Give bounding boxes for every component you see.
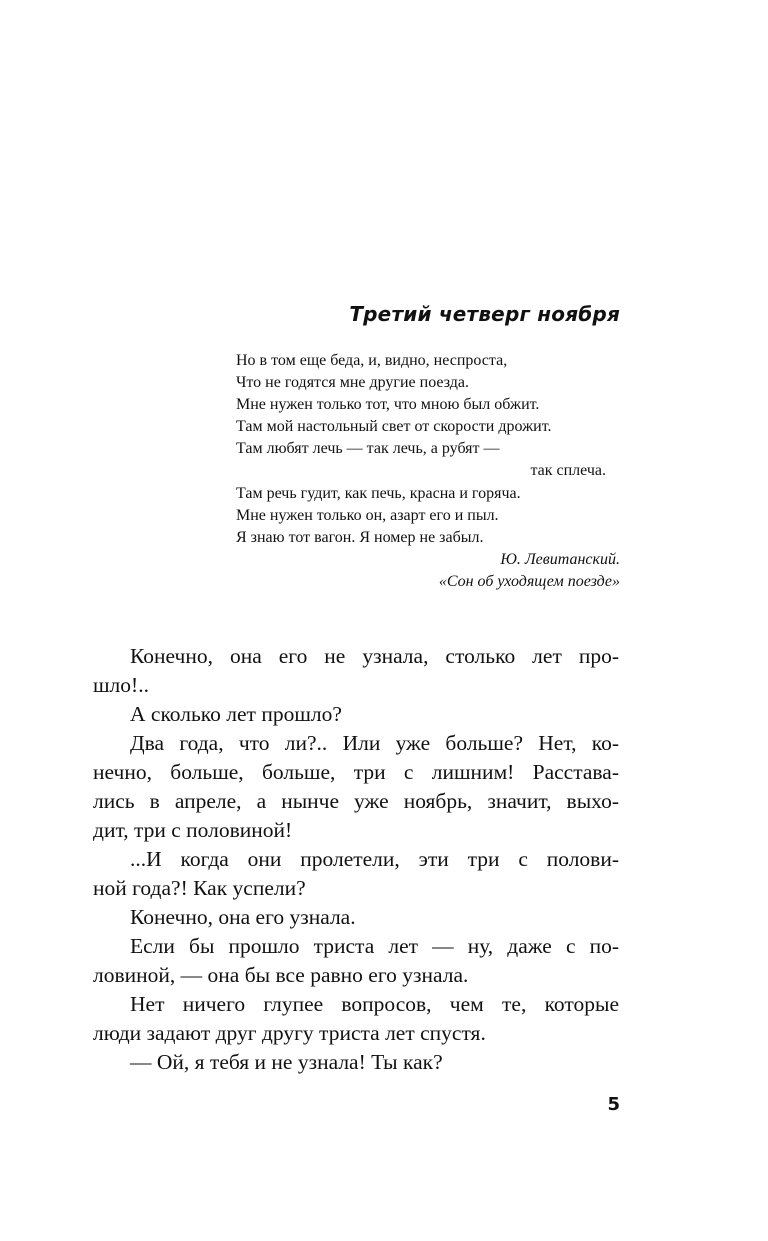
text-line: Нет ничего глупее вопросов, чем те, которые [130, 992, 619, 1016]
text-line: Два года, что ли?.. Или уже больше? Нет, ко- [130, 731, 619, 755]
text-line: Конечно, она его не узнала, столько лет про- [130, 644, 619, 668]
epigraph-line: Что не годятся мне другие поезда. [236, 374, 469, 392]
text-line: ной года?! Как успели? [93, 876, 306, 900]
epigraph-line: Там любят лечь — так лечь, а рубят — [236, 440, 500, 458]
text-line: люди задают друг другу триста лет спустя. [93, 1021, 486, 1045]
text-line: ...И когда они пролетели, эти три с полови- [130, 847, 619, 871]
epigraph-line-continued: так сплеча. [530, 462, 606, 480]
text-line: лись в апреле, а нынче уже ноябрь, значит, выхо- [93, 789, 619, 813]
epigraph [236, 350, 620, 593]
text-line: дит, три с половиной! [93, 818, 293, 842]
epigraph-line: Я знаю тот вагон. Я номер не забыл. [236, 528, 484, 546]
text-line: Конечно, она его узнала. [130, 905, 356, 929]
chapter-title: Третий четверг ноября [349, 302, 620, 326]
text-line: нечно, больше, больше, три с лишним! Расстава- [93, 760, 619, 784]
epigraph-source: «Сон об уходящем поезде» [438, 572, 620, 590]
epigraph-line: Но в том еще беда, и, видно, неспроста, [236, 352, 508, 369]
epigraph-line: Мне нужен только тот, что мною был обжит. [236, 396, 540, 414]
epigraph-line: Там мой настольный свет от скорости дрожит. [236, 418, 552, 436]
epigraph-line: Там речь гудит, как печь, красна и горяча. [236, 484, 521, 502]
body-text [93, 642, 619, 1077]
text-line: — Ой, я тебя и не узнала! Ты как? [130, 1050, 443, 1074]
text-line: шло!.. [93, 673, 149, 697]
text-line: А сколько лет прошло? [130, 702, 342, 726]
epigraph-author: Ю. Левитанский. [500, 550, 620, 568]
text-line: Если бы прошло триста лет — ну, даже с по- [130, 934, 619, 958]
text-line: ловиной, — она бы все равно его узнала. [93, 963, 469, 987]
epigraph-line: Мне нужен только он, азарт его и пыл. [236, 506, 499, 524]
page-number: 5 [607, 1094, 620, 1115]
